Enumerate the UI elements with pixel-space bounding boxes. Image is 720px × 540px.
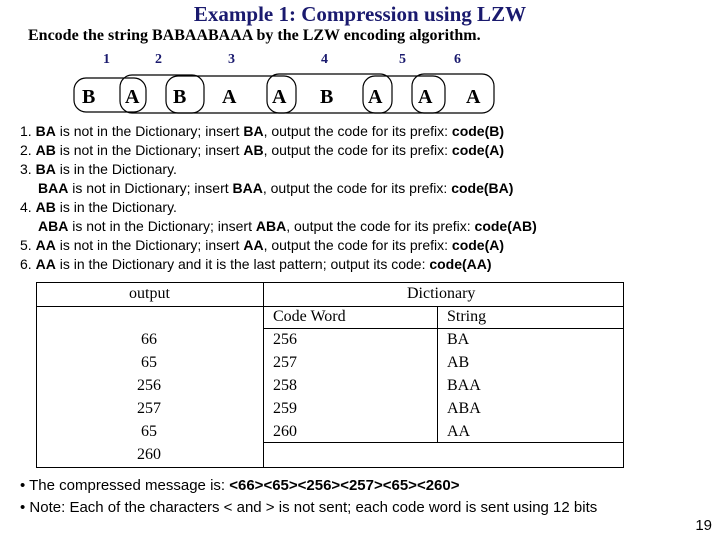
- string-value: BAA: [447, 377, 481, 394]
- step-line: BAA is not in Dictionary; insert BAA, output the code for its prefix: code(BA): [38, 180, 514, 196]
- input-letter: A: [125, 86, 140, 108]
- input-letter: A: [272, 86, 287, 108]
- output-value: 257: [137, 400, 161, 417]
- step-number: 4: [321, 52, 328, 67]
- input-letter: A: [466, 86, 481, 108]
- string-header: String: [447, 308, 487, 325]
- input-letter: A: [418, 86, 433, 108]
- code-word-value: 259: [273, 400, 297, 417]
- step-line: 4. AB is in the Dictionary.: [20, 199, 177, 215]
- page-number: 19: [695, 517, 712, 534]
- step-line: 3. BA is in the Dictionary.: [20, 161, 177, 177]
- code-word-value: 257: [273, 354, 297, 371]
- table-divider: [437, 306, 438, 442]
- string-value: AA: [447, 423, 471, 440]
- table-divider: [263, 328, 623, 329]
- slide-title: Example 1: Compression using LZW: [193, 2, 527, 26]
- output-value: 65: [141, 423, 157, 440]
- dictionary-header: Dictionary: [407, 285, 476, 302]
- output-value: 256: [137, 377, 161, 394]
- step-line: 6. AA is in the Dictionary and it is the last pattern; output its code: code(AA): [20, 256, 492, 272]
- slide-subtitle: Encode the string BABAABAAA by the LZW encoding algorithm.: [28, 27, 481, 44]
- step-line: ABA is not in the Dictionary; insert ABA, output the code for its prefix: code(AB): [38, 218, 537, 234]
- input-letters-row: [0, 86, 720, 112]
- output-header: output: [129, 285, 170, 302]
- input-letter: A: [368, 86, 383, 108]
- step-line: 5. AA is not in the Dictionary; insert AA, output the code for its prefix: code(A): [20, 237, 505, 253]
- step-number: 1: [103, 52, 110, 67]
- footer-notes: [20, 475, 597, 519]
- string-value: BA: [447, 331, 470, 348]
- step-number: 5: [399, 52, 406, 67]
- code-word-header: Code Word: [273, 308, 346, 325]
- output-value: 260: [137, 446, 161, 463]
- code-word-value: 256: [273, 331, 297, 348]
- table-divider: [263, 283, 264, 467]
- input-letter: B: [173, 86, 187, 108]
- step-number: 6: [454, 52, 461, 67]
- step-line: 1. BA is not in the Dictionary; insert BA, output the code for its prefix: code(B): [20, 123, 505, 139]
- table-divider: [37, 306, 623, 307]
- compressed-message-line: • The compressed message is: <66><65><256><257><65><260>: [20, 477, 460, 494]
- step-line: 2. AB is not in the Dictionary; insert AB, output the code for its prefix: code(A): [20, 142, 505, 158]
- note-line: • Note: Each of the characters < and > is not sent; each code word is sent using 12 bits: [20, 499, 598, 516]
- lzw-table: [36, 282, 624, 468]
- table-divider: [263, 442, 623, 443]
- output-value: 65: [141, 354, 157, 371]
- step-number: 2: [155, 52, 162, 67]
- output-value: 66: [141, 331, 157, 348]
- input-letter: A: [222, 86, 237, 108]
- step-number: 3: [228, 52, 235, 67]
- input-letter: B: [320, 86, 334, 108]
- string-value: ABA: [447, 400, 481, 417]
- string-value: AB: [447, 354, 470, 371]
- code-word-value: 258: [273, 377, 297, 394]
- code-word-value: 260: [273, 423, 297, 440]
- input-letter: B: [82, 86, 96, 108]
- encoding-steps: [20, 122, 710, 274]
